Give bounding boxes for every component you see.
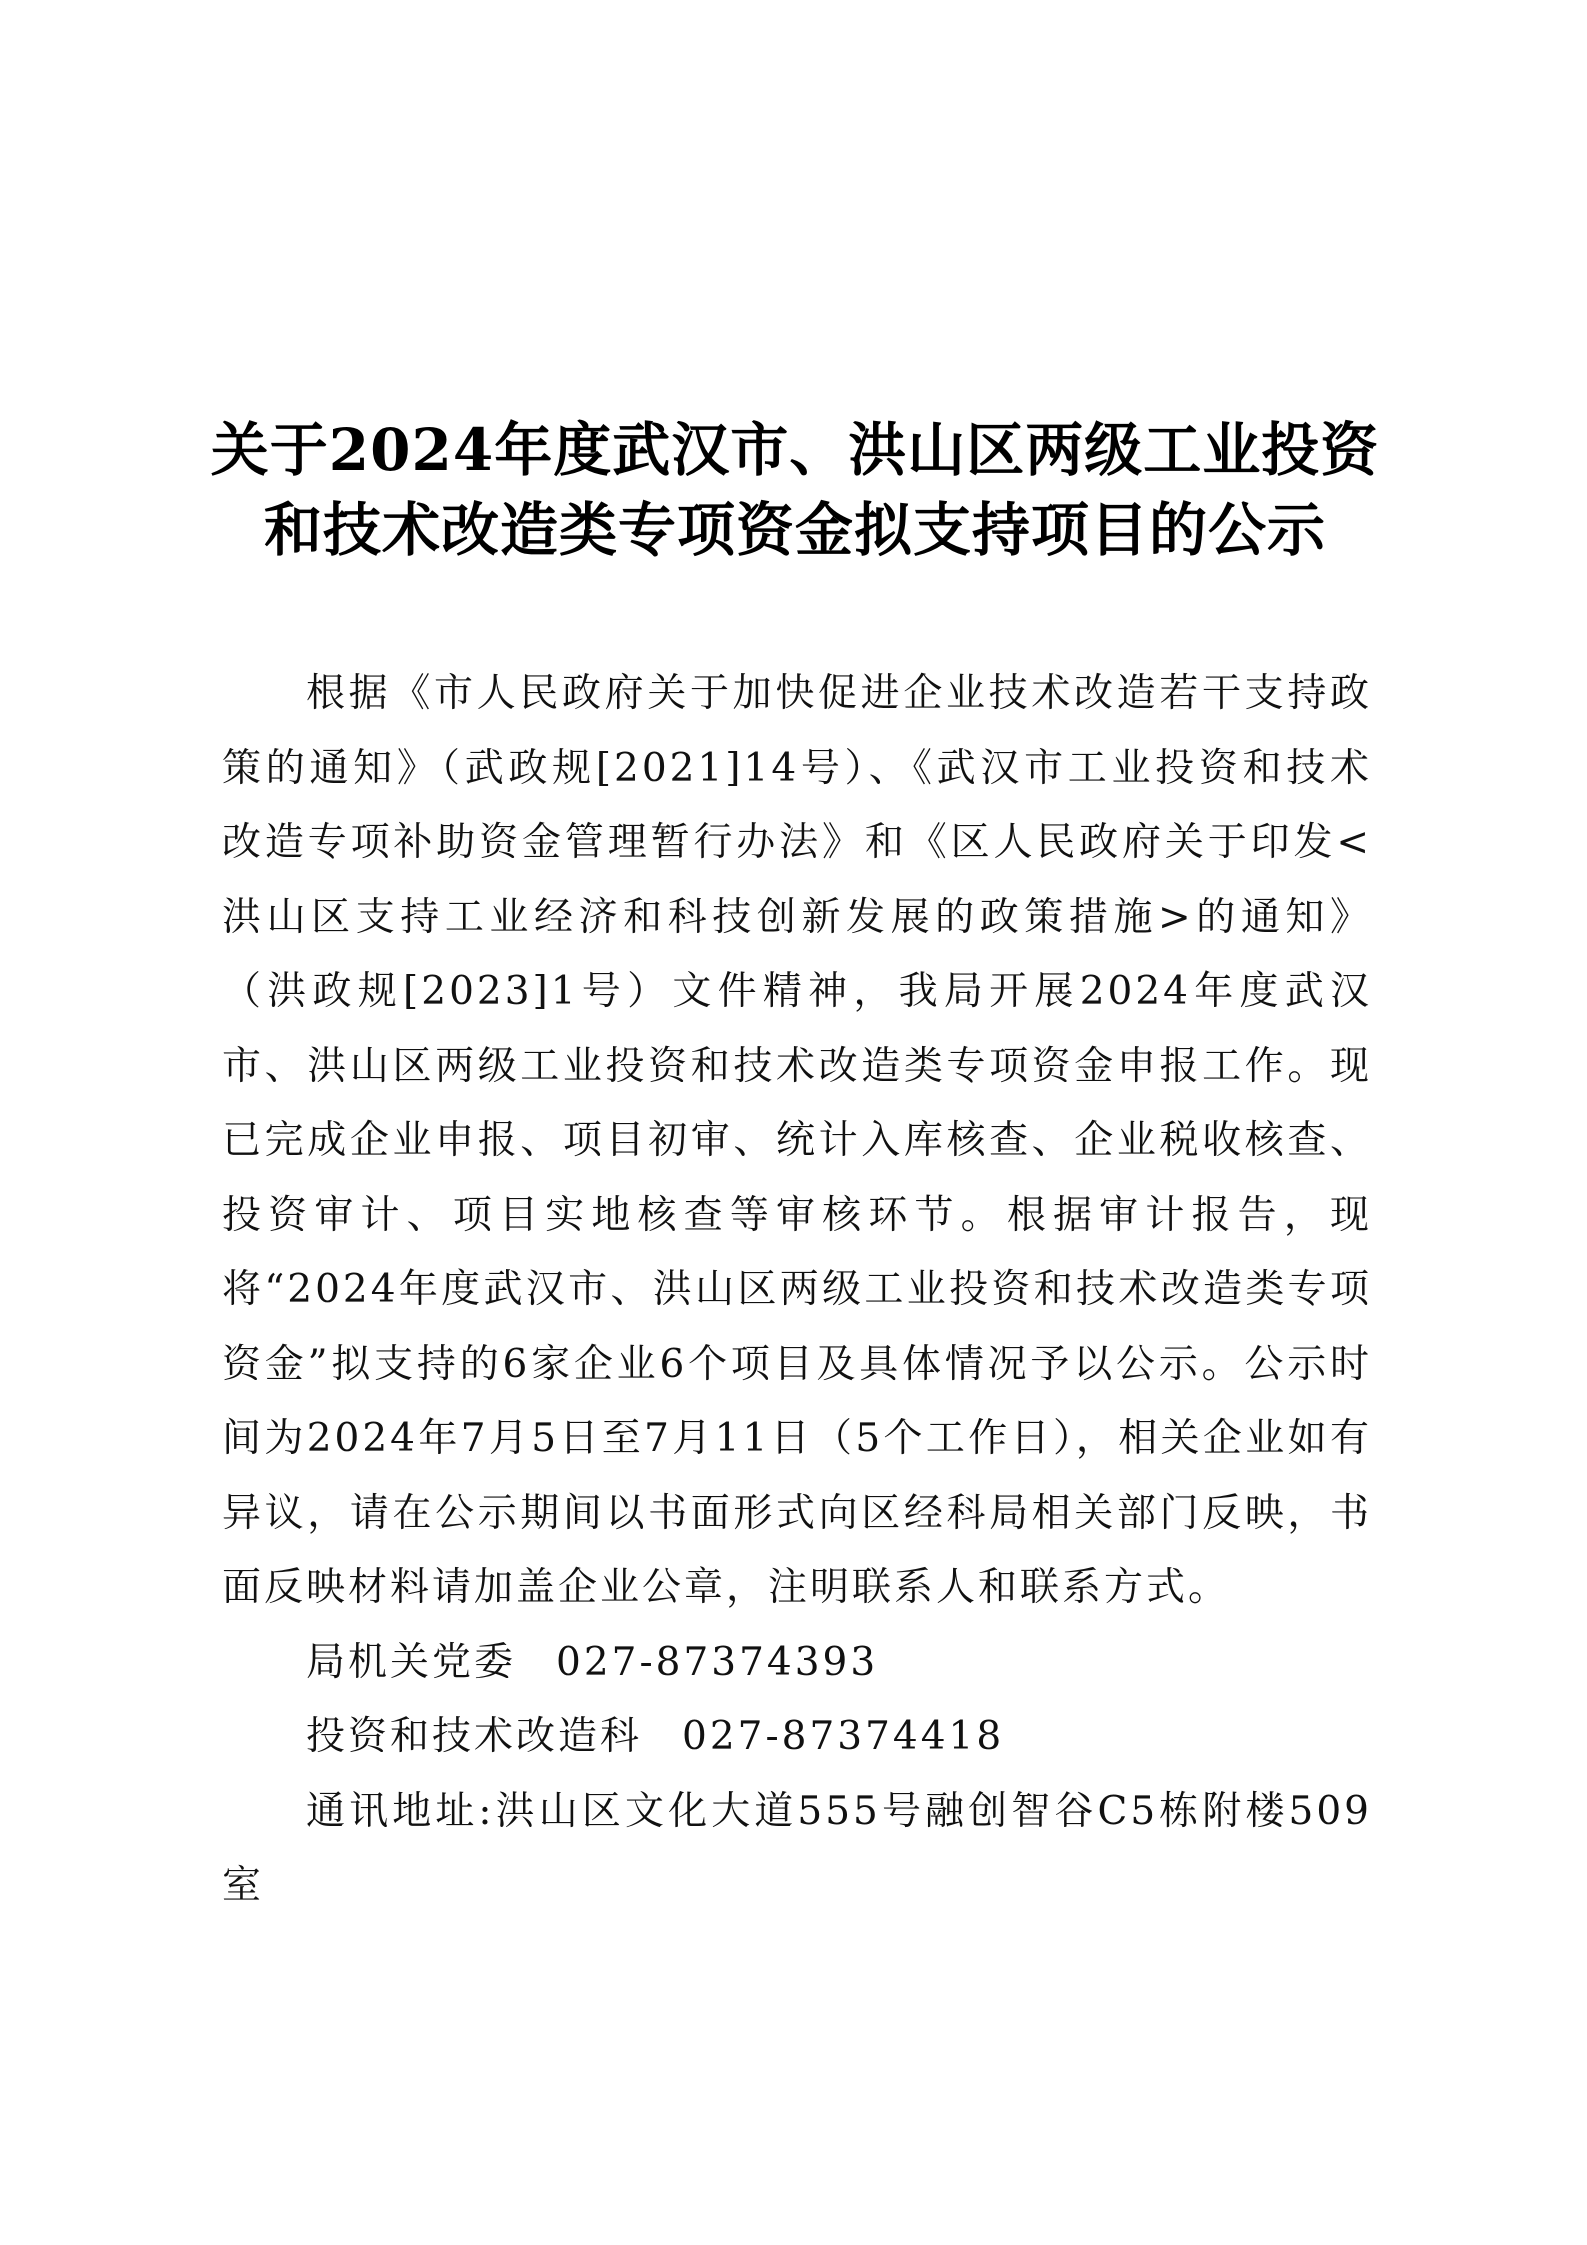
contact-phone: 027-87374393: [556, 1639, 879, 1685]
mailing-address: 通讯地址:洪山区文化大道555号融创智谷C5栋附楼509室: [222, 1788, 1372, 1908]
contact-dept: 投资和技术改造科: [306, 1714, 643, 1759]
contact-line-investment-section: [222, 1700, 1372, 1775]
announcement-paragraph: 根据《市人民政府关于加快促进企业技术改造若干支持政策的通知》（武政规[2021]14号）、《武汉市工业投资和技术改造专项补助资金管理暂行办法》和《区人民政府关于印发<洪山区支持工业经济和科技创新发展的政策措施>的通知》（洪政规[2023]1号）文件精神，我局开展2024年度武汉市、洪山区两级工业投资和技术改造类专项资金申报工作。现已完成企业申报、项目初审、统计入库核查、企业税收核查、投资审计、项目实地核查等审核环节。根据审计报告，现将“2024年度武汉市、洪山区两级工业投资和技术改造类专项资金”拟支持的6家企业6个项目及具体情况予以公示。公示时间为2024年7月5日至7月11日（5个工作日），相关企业如有异议，请在公示期间以书面形式向区经科局相关部门反映，书面反映材料请加盖企业公章，注明联系人和联系方式。: [222, 671, 1372, 1610]
title-line-1: 关于2024年度武汉市、洪山区两级工业投资: [210, 416, 1380, 484]
contact-dept: 局机关党委: [306, 1639, 517, 1685]
document-body: [222, 657, 1372, 1924]
contact-line-party-committee: [222, 1626, 1372, 1701]
document-title: [200, 410, 1390, 570]
contact-phone: 027-87374418: [682, 1714, 1005, 1759]
title-line-2: 和技术改造类专项资金拟支持项目的公示: [263, 496, 1326, 564]
